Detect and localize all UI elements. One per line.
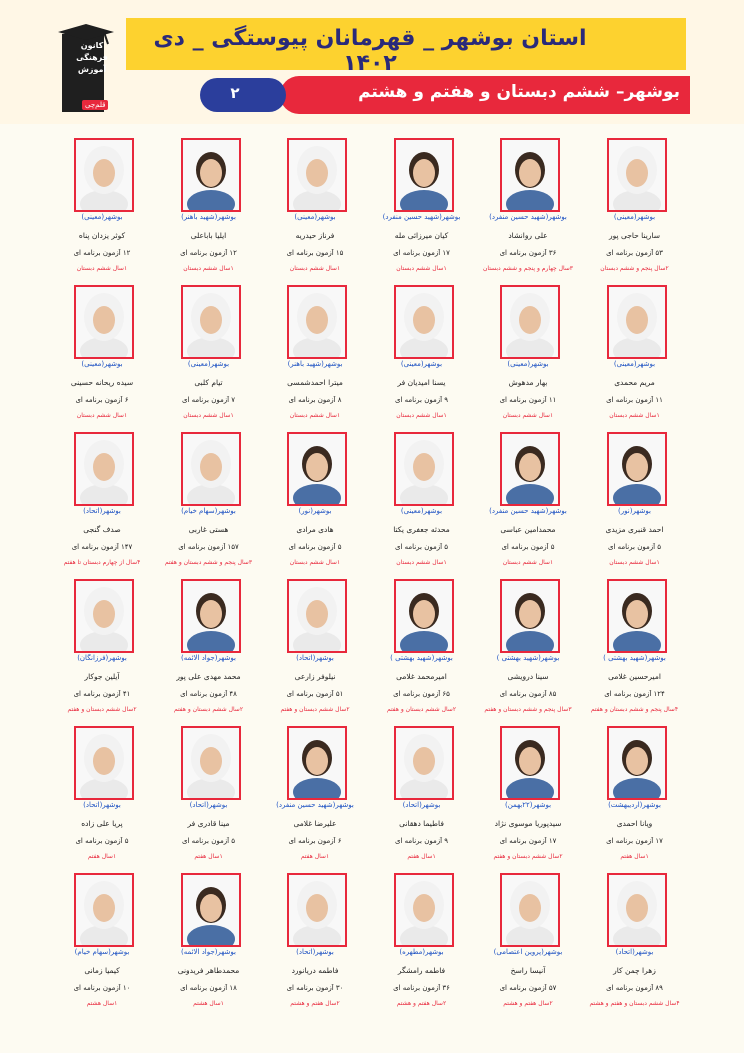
student-card: [582, 283, 688, 423]
student-photo: [500, 432, 560, 506]
student-photo: [394, 873, 454, 947]
student-photo: [181, 579, 241, 653]
student-exams: ۸۹ آزمون برنامه ای: [606, 984, 663, 992]
student-exams: ۵ آزمون برنامه ای: [181, 837, 236, 845]
student-name: امیرمحمد غلامی: [396, 672, 447, 681]
student-exams: ۱۰ آزمون برنامه ای: [73, 984, 131, 992]
student-school: بوشهر(جواد الائمه): [181, 654, 236, 662]
student-school: بوشهر(شهید بهشتی ): [603, 654, 666, 662]
student-card: [369, 724, 475, 864]
student-years: ۱سال هفتم: [300, 853, 330, 860]
student-years: ۱سال ششم دبستان: [502, 559, 554, 566]
student-exams: ۵۷ آزمون برنامه ای: [499, 984, 557, 992]
student-photo: [74, 432, 134, 506]
student-card: [475, 430, 581, 570]
student-school: بوشهر(معینی): [81, 360, 123, 368]
student-years: ۴سال پنجم و ششم دبستان و هفتم: [590, 706, 679, 713]
student-photo: [287, 579, 347, 653]
student-name: فاطمه دریانورد: [291, 966, 339, 975]
student-card: [49, 283, 155, 423]
student-years: ۲سال هفتم و هشتم: [503, 1000, 553, 1007]
student-exams: ۱۲۴ آزمون برنامه ای: [604, 690, 665, 698]
student-years: ۱سال ششم دبستان: [76, 265, 128, 272]
student-school: بوشهر(اتحاد): [296, 654, 334, 662]
student-exams: ۸۵ آزمون برنامه ای: [499, 690, 557, 698]
student-school: بوشهر(معینی): [400, 507, 443, 515]
student-photo: [287, 432, 347, 506]
student-photo: [181, 873, 241, 947]
student-photo: [500, 138, 560, 212]
student-name: فرناز حیدریه: [295, 231, 335, 240]
student-exams: ۶۵ آزمون برنامه ای: [393, 690, 450, 698]
student-photo: [394, 579, 454, 653]
student-exams: ۹ آزمون برنامه ای: [394, 396, 449, 404]
student-school: بوشهر(معینی): [81, 213, 123, 221]
student-name: فاطیما دهقانی: [399, 819, 444, 828]
student-school: بوشهر(مطهره): [399, 948, 444, 956]
student-years: ۱سال ششم دبستان: [609, 559, 660, 566]
student-exams: ۶ آزمون برنامه ای: [288, 837, 342, 845]
student-card: [582, 724, 688, 864]
student-name: علی روانشاد: [508, 231, 548, 240]
student-name: کیمیا زمانی: [84, 966, 120, 975]
student-school: بوشهر(فرزانگان): [77, 654, 127, 662]
student-years: ۲سال ششم دبستان و هفتم: [493, 853, 563, 860]
student-school: بوشهر(معینی): [400, 360, 443, 368]
student-name: کیان میرزائی مله: [394, 231, 449, 240]
student-years: ۱سال هشتم: [193, 1000, 224, 1007]
logo-line-1: کانون: [80, 41, 104, 50]
page-title: استان بوشهر _ قهرمانان پیوستگی _ دی ۱۴۰۲: [153, 26, 587, 76]
student-exams: ۶ آزمون برنامه ای: [75, 396, 129, 404]
student-school: بوشهر(اتحاد): [83, 507, 121, 515]
student-photo: [74, 285, 134, 359]
student-school: بوشهر(اتحاد): [83, 801, 121, 809]
student-years: ۱سال هشتم: [86, 1000, 118, 1007]
student-photo: [607, 285, 667, 359]
student-exams: ۹ آزمون برنامه ای: [394, 837, 449, 845]
student-exams: ۳۰ آزمون برنامه ای: [286, 984, 344, 992]
student-exams: ۵ آزمون برنامه ای: [394, 543, 449, 551]
student-card: [49, 577, 155, 717]
student-school: بوشهر(اردیبهشت): [608, 801, 661, 809]
student-name: بهار مدهوش: [508, 378, 548, 387]
student-photo: [607, 432, 667, 506]
student-photo: [74, 138, 134, 212]
student-photo: [607, 873, 667, 947]
student-school: بوشهر(معینی): [187, 360, 230, 368]
student-card: [582, 577, 688, 717]
student-exams: ۴۱ آزمون برنامه ای: [73, 690, 131, 698]
student-years: ۲سال ششم دبستان و هفتم: [67, 706, 137, 713]
student-years: ۱سال ششم دبستان: [183, 412, 234, 419]
student-exams: ۵ آزمون برنامه ای: [501, 543, 555, 551]
logo-text: [68, 40, 116, 76]
student-school: بوشهر(شهید باهنر): [181, 213, 236, 221]
student-name: زهرا چمن کار: [613, 966, 656, 975]
student-years: ۴سال از چهارم دبستان تا هفتم: [63, 559, 141, 566]
student-name: محمد مهدی علی پور: [176, 672, 241, 681]
student-exams: ۱۵ آزمون برنامه ای: [286, 249, 344, 257]
student-exams: ۱۷ آزمون برنامه ای: [393, 249, 450, 257]
student-card: [49, 430, 155, 570]
student-school: بوشهر(پروین اعتصامی): [493, 948, 563, 956]
student-years: ۱سال ششم دبستان: [396, 265, 447, 272]
student-name: صدف گنجی: [83, 525, 121, 534]
student-card: [49, 136, 155, 276]
student-card: [475, 724, 581, 864]
student-school: بوشهر(شهید باهنر): [287, 360, 343, 368]
student-exams: ۷ آزمون برنامه ای: [181, 396, 236, 404]
student-school: بوشهر(نور): [618, 507, 651, 515]
student-name: محدثه جعفری یکتا: [393, 525, 450, 534]
student-photo: [500, 726, 560, 800]
student-years: ۲سال هفتم و هشتم: [290, 1000, 340, 1007]
student-card: [475, 136, 581, 276]
student-card: [475, 283, 581, 423]
student-years: ۱سال هفتم: [194, 853, 223, 860]
student-school: بوشهر(معینی): [613, 213, 656, 221]
student-card: [262, 724, 368, 864]
student-photo: [500, 873, 560, 947]
student-photo: [181, 285, 241, 359]
student-card: [156, 577, 262, 717]
logo-line-3: آموزش: [77, 65, 107, 74]
logo-line-2: فرهنگی: [76, 53, 108, 62]
student-exams: ۱۵۷ آزمون برنامه ای: [178, 543, 239, 551]
student-school: بوشهر(شهید حسین منفرد): [489, 507, 567, 515]
student-card: [156, 136, 262, 276]
student-school: بوشهر(اتحاد): [189, 801, 228, 809]
student-photo: [394, 432, 454, 506]
student-name: نیلوفر زارعی: [294, 672, 336, 681]
student-years: ۱سال هفتم: [407, 853, 436, 860]
student-years: ۲سال ششم دبستان و هفتم: [280, 706, 350, 713]
student-card: [369, 136, 475, 276]
student-card: [49, 724, 155, 864]
student-name: مینا قادری فر: [187, 819, 230, 828]
page-subtitle: بوشهر– ششم دبستان و هفتم و هشتم: [358, 82, 680, 102]
student-years: ۱سال هفتم: [87, 853, 117, 860]
student-photo: [287, 138, 347, 212]
student-card: [582, 136, 688, 276]
student-card: [262, 430, 368, 570]
student-school: بوشهر(شهید بهشتی ): [390, 654, 453, 662]
student-years: ۳سال پنجم و ششم دبستان و هفتم: [164, 559, 253, 566]
student-photo: [607, 726, 667, 800]
student-exams: ۱۲ آزمون برنامه ای: [73, 249, 131, 257]
student-card: [262, 577, 368, 717]
student-exams: ۵ آزمون برنامه ای: [607, 543, 662, 551]
student-photo: [181, 726, 241, 800]
student-name: محمدامین عباسی: [500, 525, 556, 534]
student-years: ۳سال پنجم و ششم دبستان و هفتم: [484, 706, 572, 713]
student-name: احمد قنبری مزیدی: [605, 525, 664, 534]
student-card: [156, 283, 262, 423]
student-exams: ۴۸ آزمون برنامه ای: [180, 690, 237, 698]
student-name: سینا درویشی: [507, 672, 549, 681]
student-years: ۱سال ششم دبستان: [502, 412, 554, 419]
student-years: ۱سال هفتم: [620, 853, 649, 860]
student-years: ۴سال ششم دبستان و هفتم و هشتم: [589, 1000, 680, 1007]
student-years: ۱سال ششم دبستان: [289, 559, 341, 566]
student-name: کوثر یزدان پناه: [78, 231, 126, 240]
student-exams: ۵ آزمون برنامه ای: [75, 837, 129, 845]
student-photo: [394, 138, 454, 212]
student-name: مریم محمدی: [614, 378, 655, 387]
student-exams: ۳۶ آزمون برنامه ای: [393, 984, 450, 992]
student-years: ۱سال ششم دبستان: [183, 265, 234, 272]
student-card: [49, 871, 155, 1011]
student-name: هستی غاربی: [188, 525, 229, 534]
student-years: ۲سال هفتم و هشتم: [396, 1000, 447, 1007]
student-school: بوشهر(شهید حسین منفرد): [382, 213, 461, 221]
student-card: [582, 430, 688, 570]
student-name: آیلین جوکار: [84, 672, 120, 681]
student-years: ۱سال ششم دبستان: [396, 559, 447, 566]
student-school: بوشهر(اتحاد): [402, 801, 441, 809]
student-school: بوشهر(سهام خیام): [181, 507, 236, 515]
student-photo: [500, 579, 560, 653]
student-name: سیدپوریا موسوی نژاد: [494, 819, 562, 828]
student-years: ۱سال ششم دبستان: [76, 412, 128, 419]
student-photo: [287, 726, 347, 800]
student-name: هادی مرادی: [296, 525, 334, 534]
student-exams: ۱۴۷ آزمون برنامه ای: [71, 543, 133, 551]
student-photo: [74, 579, 134, 653]
student-card: [262, 136, 368, 276]
student-photo: [74, 726, 134, 800]
student-name: فاطمه رامشگر: [397, 966, 446, 975]
student-years: ۲سال ششم دبستان و هفتم: [173, 706, 244, 713]
student-exams: ۸ آزمون برنامه ای: [288, 396, 342, 404]
student-name: پریا علی زاده: [81, 819, 123, 828]
student-school: بوشهر(شهید حسین منفرد): [276, 801, 354, 809]
student-name: امیرحسین غلامی: [608, 672, 661, 681]
student-school: بوشهر(شهید حسین منفرد): [489, 213, 567, 221]
student-years: ۱سال ششم دبستان: [396, 412, 447, 419]
student-name: ایلیا باباعلی: [190, 231, 227, 240]
student-card: [156, 724, 262, 864]
student-photo: [394, 726, 454, 800]
student-photo: [287, 873, 347, 947]
page-number: ۲: [230, 84, 240, 102]
student-exams: ۵۱ آزمون برنامه ای: [286, 690, 344, 698]
student-school: بوشهر(سهام خیام): [74, 948, 130, 956]
student-photo: [607, 579, 667, 653]
student-years: ۲سال پنجم و ششم دبستان: [600, 265, 669, 272]
student-exams: ۱۷ آزمون برنامه ای: [606, 837, 663, 845]
student-school: بوشهر(اتحاد): [296, 948, 334, 956]
student-exams: ۱۱ آزمون برنامه ای: [499, 396, 557, 404]
student-years: ۱سال ششم دبستان: [289, 265, 341, 272]
student-name: علیرضا غلامی: [293, 819, 337, 828]
student-exams: ۵۳ آزمون برنامه ای: [606, 249, 663, 257]
student-years: ۲سال ششم دبستان و هفتم: [386, 706, 457, 713]
student-card: [156, 871, 262, 1011]
student-name: یسنا امیدیان فر: [397, 378, 446, 387]
student-school: بوشهر(معینی): [294, 213, 336, 221]
student-years: ۳سال چهارم و پنجم و ششم دبستان: [482, 265, 574, 272]
student-card: [369, 283, 475, 423]
student-card: [156, 430, 262, 570]
student-photo: [394, 285, 454, 359]
student-card: [262, 283, 368, 423]
student-photo: [181, 432, 241, 506]
student-name: محمدطاهر فریدونی: [177, 966, 240, 975]
student-photo: [500, 285, 560, 359]
student-card: [369, 871, 475, 1011]
student-photo: [74, 873, 134, 947]
student-photo: [287, 285, 347, 359]
student-card: [475, 577, 581, 717]
student-years: ۱سال ششم دبستان: [609, 412, 660, 419]
logo-badge: قلم‌چی: [82, 100, 108, 110]
student-card: [262, 871, 368, 1011]
student-school: بوشهر(شهید بهشتی ): [496, 654, 560, 662]
student-school: بوشهر(نور): [298, 507, 332, 515]
student-card: [369, 577, 475, 717]
student-exams: ۱۱ آزمون برنامه ای: [606, 396, 663, 404]
student-school: بوشهر(۲۲بهمن): [504, 801, 552, 809]
student-exams: ۱۸ آزمون برنامه ای: [180, 984, 237, 992]
student-school: بوشهر(اتحاد): [615, 948, 654, 956]
student-photo: [607, 138, 667, 212]
student-school: بوشهر(معینی): [613, 360, 656, 368]
student-years: ۱سال ششم دبستان: [289, 412, 341, 419]
student-name: میترا احمدشمسی: [287, 378, 343, 387]
student-exams: ۱۷ آزمون برنامه ای: [499, 837, 557, 845]
student-card: [475, 871, 581, 1011]
student-exams: ۵ آزمون برنامه ای: [288, 543, 342, 551]
student-card: [582, 871, 688, 1011]
student-school: بوشهر(جواد الائمه): [181, 948, 236, 956]
student-name: ویانا احمدی: [616, 819, 653, 828]
student-exams: ۳۶ آزمون برنامه ای: [499, 249, 557, 257]
student-name: آنیسا راسخ: [510, 966, 546, 975]
student-school: بوشهر(معینی): [507, 360, 549, 368]
student-name: سیده ریحانه حسینی: [70, 378, 134, 387]
student-name: سارینا حاجی پور: [609, 231, 660, 240]
student-exams: ۱۲ آزمون برنامه ای: [180, 249, 237, 257]
student-card: [369, 430, 475, 570]
student-photo: [181, 138, 241, 212]
student-name: تیام کلبی: [194, 378, 223, 387]
